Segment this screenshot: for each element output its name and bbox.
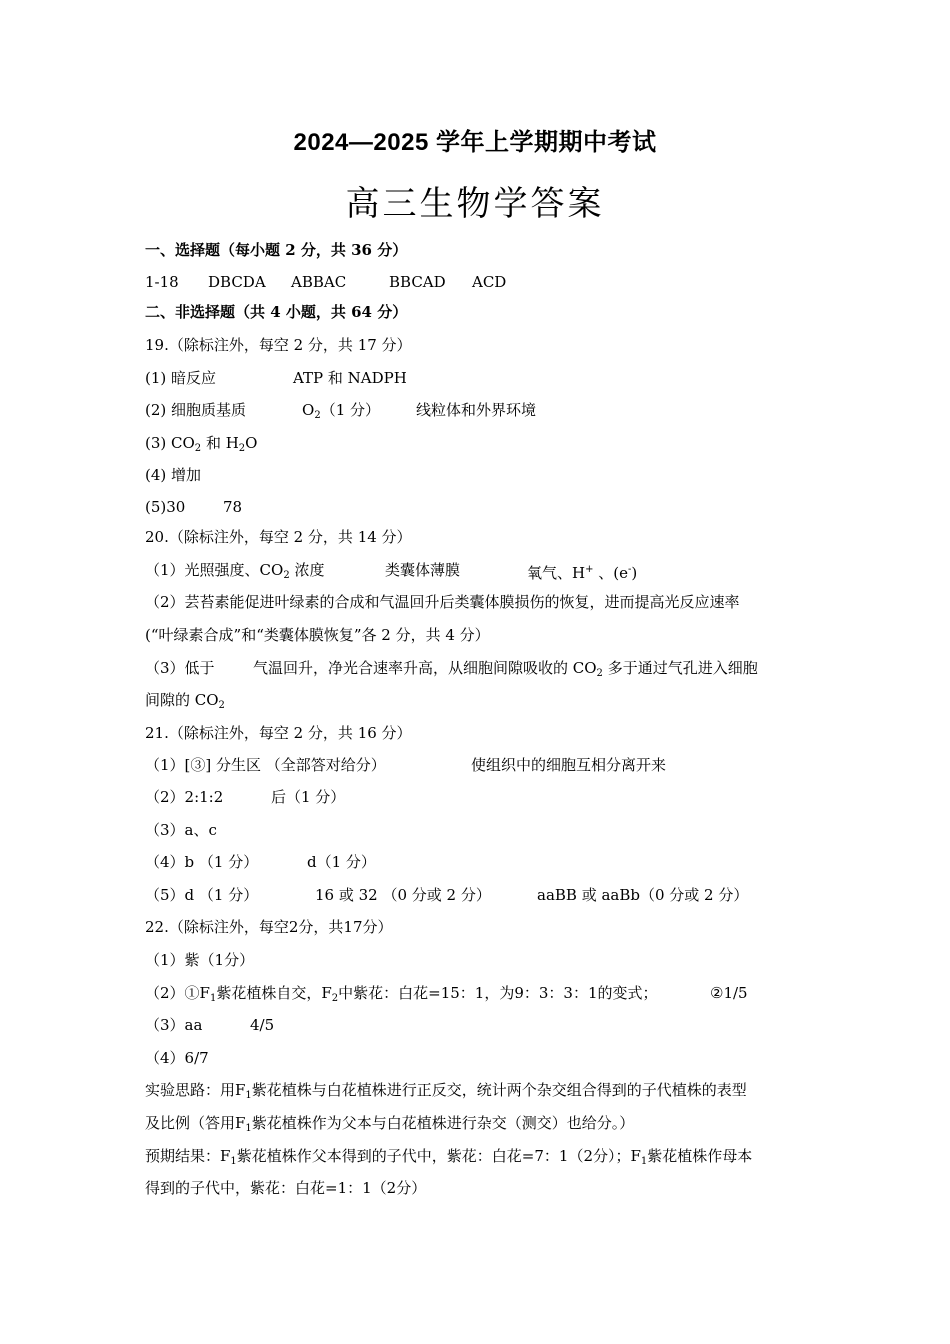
q19-answer-4: (4) 增加 — [145, 466, 202, 484]
q22-3b: 4/5 — [250, 1016, 275, 1034]
choice-group-2: ABBAC — [291, 273, 347, 291]
exam-title: 2024—2025 学年上学期期中考试 — [293, 129, 657, 156]
q20-1a-post: 浓度 — [289, 561, 325, 579]
q22-heading: 22.（除标注外，每空2分，共17分） — [145, 918, 393, 936]
q22-3a: （3）aa — [145, 1016, 203, 1034]
q20-3b-post: 多于通过气孔进入细胞 — [602, 659, 758, 677]
q20-1c-sup: + — [585, 564, 594, 575]
q22-expected-result — [145, 1146, 752, 1172]
q19-3b: 和 H — [201, 434, 239, 452]
q20-answer-2: （2）芸苔素能促进叶绿素的合成和气温回升后类囊体膜损伤的恢复，进而提高光反应速率 — [145, 593, 740, 611]
q20-1a — [145, 560, 324, 586]
q21-5b: 16 或 32 （0 分或 2 分） — [315, 886, 491, 904]
q22-expected-result-cont: 得到的子代中，紫花：白花=1：1（2分） — [145, 1179, 427, 1197]
q22-2a-post: 中紫花：白花=15：1，为9：3：3：1的变式； — [338, 984, 658, 1002]
q19-3-sub2: 2 — [238, 443, 246, 454]
q22-r1-mid: 紫花植株作父本得到的子代中，紫花：白花=7：1（2分）；F — [236, 1147, 641, 1165]
q20-3a: （3）低于 — [145, 659, 215, 677]
q20-1a-pre: （1）光照强度、CO — [145, 561, 284, 579]
q19-2b-pre: O — [302, 401, 315, 419]
q19-2c: 线粒体和外界环境 — [416, 401, 537, 419]
q19-2b-sub: 2 — [314, 410, 321, 421]
q22-e1-post: 紫花植株与白花植株进行正反交，统计两个杂交组合得到的子代植株的表型 — [251, 1081, 747, 1099]
q20-1b: 类囊体薄膜 — [385, 561, 461, 579]
q19-3c: O — [245, 434, 258, 452]
q22-e2-pre: 及比例（答用F — [145, 1114, 246, 1132]
q21-4b: d（1 分） — [307, 853, 376, 871]
q20-3b — [253, 658, 758, 684]
q22-e1-sub: 1 — [245, 1090, 252, 1101]
q20-answer-2-note: (“叶绿素合成”和“类囊体膜恢复”各 2 分，共 4 分） — [145, 626, 490, 644]
choice-group-1: DBCDA — [208, 273, 266, 291]
q22-r1-pre: 预期结果：F — [145, 1147, 231, 1165]
q20-3b-sub: 2 — [596, 668, 603, 679]
q20-1c-post: ) — [631, 564, 638, 582]
q22-experiment-idea-cont — [145, 1113, 634, 1139]
q20-1c-pre: 氧气、H — [527, 564, 586, 582]
q19-1b: ATP 和 NADPH — [293, 369, 407, 387]
q19-heading: 19.（除标注外，每空 2 分，共 17 分） — [145, 336, 412, 354]
q20-answer-3-cont — [145, 690, 225, 716]
q22-2a-pre: （2）①F — [145, 984, 210, 1002]
q20-1c — [527, 560, 637, 583]
q22-experiment-idea — [145, 1080, 747, 1106]
q21-answer-3: （3）a、c — [145, 821, 217, 839]
q21-2b: 后（1 分） — [271, 788, 346, 806]
q19-2b — [302, 400, 380, 426]
q21-5a: （5）d （1 分） — [145, 886, 259, 904]
q20-3b-pre: 气温回升，净光合速率升高，从细胞间隙吸收的 CO — [253, 659, 597, 677]
choice-range: 1-18 — [145, 273, 179, 291]
q21-heading: 21.（除标注外，每空 2 分，共 16 分） — [145, 724, 412, 742]
q20-1c-sup2: - — [627, 564, 632, 575]
q21-4a: （4）b （1 分） — [145, 853, 259, 871]
q21-1b: 使组织中的细胞互相分离开来 — [471, 756, 667, 774]
q20-3c-pre: 间隙的 CO — [145, 691, 219, 709]
q22-r1-post: 紫花植株作母本 — [647, 1147, 753, 1165]
q22-2a-sub2: 2 — [331, 993, 339, 1004]
q19-5a: (5)30 — [145, 498, 186, 516]
q20-1a-sub: 2 — [283, 570, 290, 581]
q22-2b: ②1/5 — [710, 984, 748, 1002]
section2-heading: 二、非选择题（共 4 小题，共 64 分） — [145, 303, 408, 321]
section1-heading: 一、选择题（每小题 2 分，共 36 分） — [145, 241, 408, 259]
q20-heading: 20.（除标注外，每空 2 分，共 14 分） — [145, 528, 412, 546]
q20-1c-mid: 、(e — [593, 564, 628, 582]
q20-3c-sub: 2 — [218, 700, 225, 711]
q22-r1-sub2: 1 — [640, 1156, 648, 1167]
q22-e2-post: 紫花植株作为父本与白花植株进行杂交（测交）也给分。） — [251, 1114, 635, 1132]
q19-3a: (3) CO — [145, 434, 195, 452]
choice-group-4: ACD — [472, 273, 507, 291]
q19-answer-3 — [145, 433, 257, 459]
q22-e1-pre: 实验思路：用F — [145, 1081, 246, 1099]
q22-answer-4: （4）6/7 — [145, 1049, 209, 1067]
choice-group-3: BBCAD — [389, 273, 446, 291]
q19-3-sub1: 2 — [194, 443, 202, 454]
q19-5b: 78 — [223, 498, 243, 516]
q19-2b-post: （1 分） — [320, 401, 380, 419]
page-title: 高三生物学答案 — [345, 184, 605, 224]
q22-answer-1: （1）紫（1分） — [145, 951, 255, 969]
q21-2a: （2）2:1:2 — [145, 788, 224, 806]
q19-2a: (2) 细胞质基质 — [145, 401, 247, 419]
q22-e2-sub: 1 — [245, 1123, 252, 1134]
q21-5c: aaBB 或 aaBb（0 分或 2 分） — [537, 886, 749, 904]
q22-2a-sub1: 1 — [209, 993, 217, 1004]
q22-2a-mid: 紫花植株自交，F — [216, 984, 332, 1002]
q21-1a: （1）[③] 分生区 （全部答对给分） — [145, 756, 386, 774]
q22-r1-sub: 1 — [230, 1156, 237, 1167]
q22-2a — [145, 983, 658, 1009]
q19-1a: (1) 暗反应 — [145, 369, 217, 387]
